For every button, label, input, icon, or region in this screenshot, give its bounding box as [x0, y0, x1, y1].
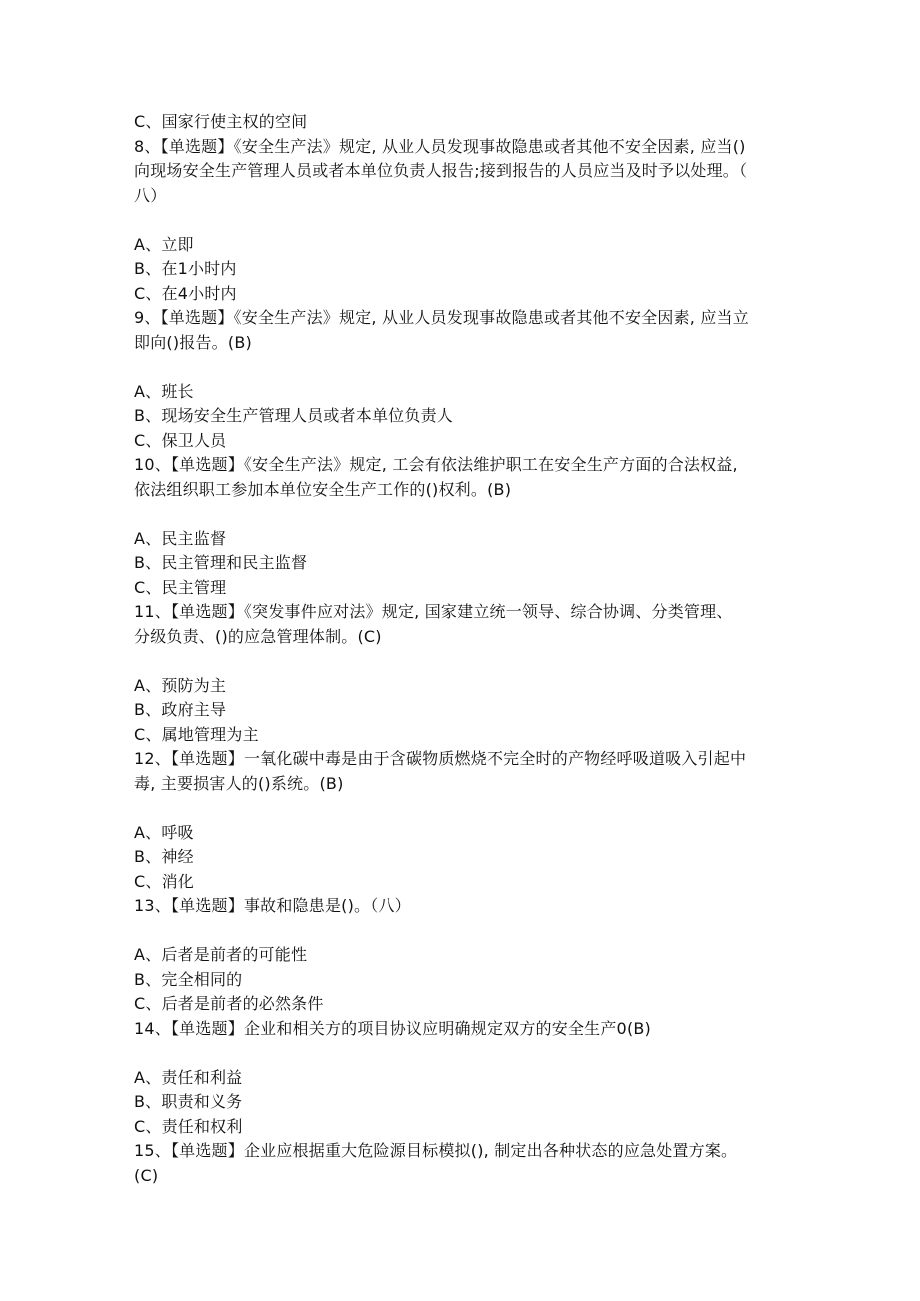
text-line: 即向()报告。(B) [134, 332, 252, 352]
text-line: C、国家行使主权的空间 [134, 112, 308, 131]
text-line: 10、【单选题】《安全生产法》规定, 工会有依法维护职工在安全生产方面的合法权益, [134, 455, 738, 474]
text-line: B、完全相同的 [134, 969, 243, 989]
text-line: C、后者是前者的必然条件 [134, 994, 324, 1013]
text-line: A、责任和利益 [134, 1067, 243, 1087]
text-line: B、民主管理和民主监督 [134, 553, 308, 572]
text-line: 9、【单选题】《安全生产法》规定, 从业人员发现事故隐患或者其他不安全因素, 应当立 [134, 308, 749, 327]
text-line: A、呼吸 [134, 822, 194, 842]
document-body [134, 110, 794, 1188]
text-line: C、责任和权利 [134, 1116, 243, 1136]
text-line: A、后者是前者的可能性 [134, 945, 308, 964]
text-line: 八） [134, 185, 167, 205]
text-line: B、职责和义务 [134, 1092, 243, 1111]
text-line: B、神经 [134, 847, 194, 866]
text-line [134, 796, 794, 821]
text-line [134, 208, 794, 233]
text-line: 13、【单选题】事故和隐患是()。（八） [134, 896, 411, 915]
text-line: B、政府主导 [134, 700, 227, 719]
text-line: 毒, 主要损害人的()系统。(B) [134, 773, 344, 793]
text-line: 14、【单选题】企业和相关方的项目协议应明确规定双方的安全生产0(B) [134, 1018, 652, 1038]
text-line: C、民主管理 [134, 577, 227, 597]
text-line: A、班长 [134, 381, 194, 401]
text-line [134, 355, 794, 380]
text-line: 15、【单选题】企业应根据重大危险源目标模拟(), 制定出各种状态的应急处置方案。 [134, 1141, 738, 1160]
text-line: B、在1小时内 [134, 259, 237, 278]
text-line [134, 1041, 794, 1066]
text-line: 8、【单选题】《安全生产法》规定, 从业人员发现事故隐患或者其他不安全因素, 应当() [134, 136, 746, 156]
text-line: 向现场安全生产管理人员或者本单位负责人报告;接到报告的人员应当及时予以处理。（ [134, 161, 748, 180]
text-line [134, 502, 794, 527]
text-line: 依法组织职工参加本单位安全生产工作的()权利。(B) [134, 479, 512, 499]
text-line: A、民主监督 [134, 528, 227, 548]
text-line: C、在4小时内 [134, 283, 237, 303]
text-line: 分级负责、()的应急管理体制。(C) [134, 626, 382, 646]
text-line: C、保卫人员 [134, 430, 227, 450]
text-line: 11、【单选题】《突发事件应对法》规定, 国家建立统一领导、综合协调、分类管理、 [134, 602, 733, 621]
text-line: 12、【单选题】一氧化碳中毒是由于含碳物质燃烧不完全时的产物经呼吸道吸入引起中 [134, 749, 747, 768]
text-line: C、消化 [134, 871, 194, 891]
text-line [134, 649, 794, 674]
text-line: A、预防为主 [134, 675, 227, 695]
text-line: A、立即 [134, 234, 194, 254]
text-line: C、属地管理为主 [134, 724, 259, 744]
text-line [134, 919, 794, 944]
text-line: B、现场安全生产管理人员或者本单位负责人 [134, 406, 453, 425]
text-line: (C) [134, 1165, 159, 1185]
